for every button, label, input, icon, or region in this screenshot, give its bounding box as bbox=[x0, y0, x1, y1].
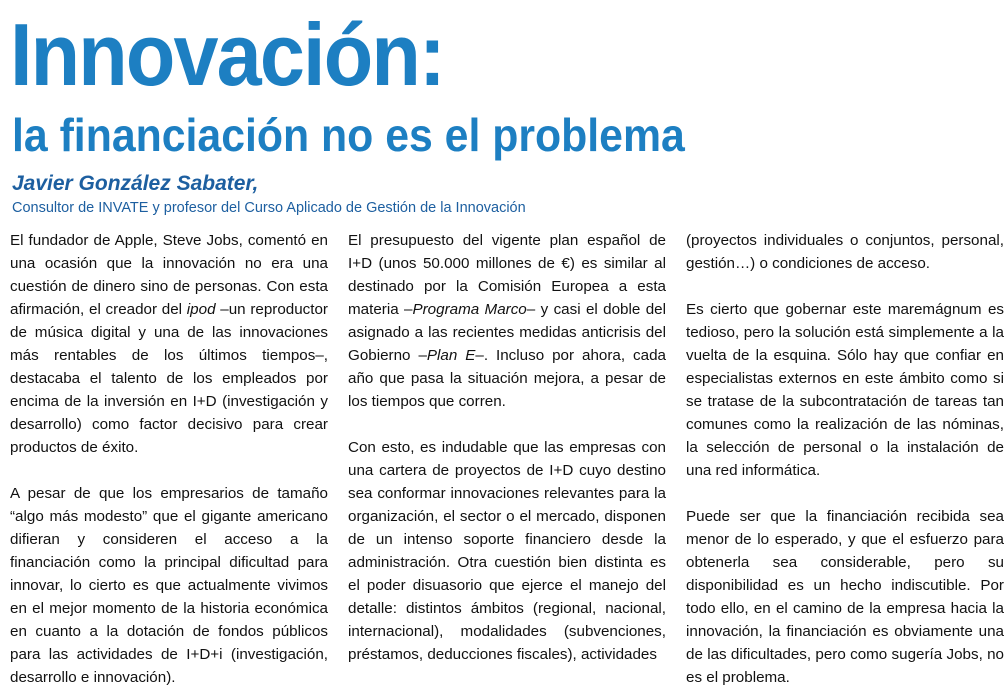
article-subtitle: la financiación no es el problema bbox=[12, 109, 685, 161]
paragraph: Con esto, es indudable que las empresas con una cartera de proyectos de I+D cuyo destino sea conformar innovaciones relevantes para la organización, el sector o el mercado, disponen de un intenso soporte financiero desde la administración. Otra cuestión bien distinta es el poder disuasorio que ejerce el manejo del detalle: distintos ámbitos (regional, nacional, internacional), modalidades (subvenciones, préstamos, deducciones fiscales), actividades bbox=[348, 439, 666, 663]
paragraph: El presupuesto del vigente plan español de I+D (unos 50.000 millones de €) es similar al destinado por la Comisión Europea a esta materia –Programa Marco– y casi el doble del asignado a las recientes medidas anticrisis del Gobierno –Plan E–. Incluso por ahora, cada año que pasa la situación mejora, a pesar de los tiempos que corren. bbox=[348, 232, 666, 410]
paragraph: El fundador de Apple, Steve Jobs, comentó en una ocasión que la innovación no era una cuestión de dinero sino de personas. Con esta afirmación, el creador del ipod –un reproductor de música digital y una de las innovaciones más rentables de los últimos tiempos–, destacaba el talento de los empleados por encima de la inversión en I+D (investigación y desarrollo) como factor decisivo para crear productos de éxito. bbox=[10, 232, 328, 456]
paragraph: Puede ser que la financiación recibida sea menor de lo esperado, y que el esfuerzo para obtenerla sea considerable, pero su disponibilidad es un hecho indiscutible. Por todo ello, en el camino de la empresa hacia la innovación, la financiación es obviamente una de las dificultades, pero como sugería Jobs, no es el problema. bbox=[686, 508, 1004, 686]
paragraph: Es cierto que gobernar este maremágnum es tedioso, pero la solución está simplemente a la vuelta de la esquina. Sólo hay que confiar en especialistas externos en este ámbito como si se tratase de la subcontratación de tareas tan comunes como la realización de las nóminas, la selección de personal o la instalación de una red informática. bbox=[686, 301, 1004, 479]
author-affiliation: Consultor de INVATE y profesor del Curso Aplicado de Gestión de la Innovación bbox=[12, 200, 526, 216]
text-column-2 bbox=[348, 229, 666, 669]
paragraph: A pesar de que los empresarios de tamaño “algo más modesto” que el gigante americano difieran y consideren el acceso a la financiación como la principal dificultad para innovar, lo cierto es que actualmente vivimos en el mejor momento de la historia económica en cuanto a la dotación de fondos públicos para las actividades de I+D+i (investigación, desarrollo e innovación). bbox=[10, 485, 328, 686]
author-name: Javier González Sabater, bbox=[12, 172, 259, 195]
text-column-1 bbox=[10, 229, 328, 686]
article-title: Innovación: bbox=[10, 5, 445, 104]
text-column-3 bbox=[686, 229, 1004, 686]
paragraph: (proyectos individuales o conjuntos, personal, gestión…) o condiciones de acceso. bbox=[686, 232, 1004, 272]
